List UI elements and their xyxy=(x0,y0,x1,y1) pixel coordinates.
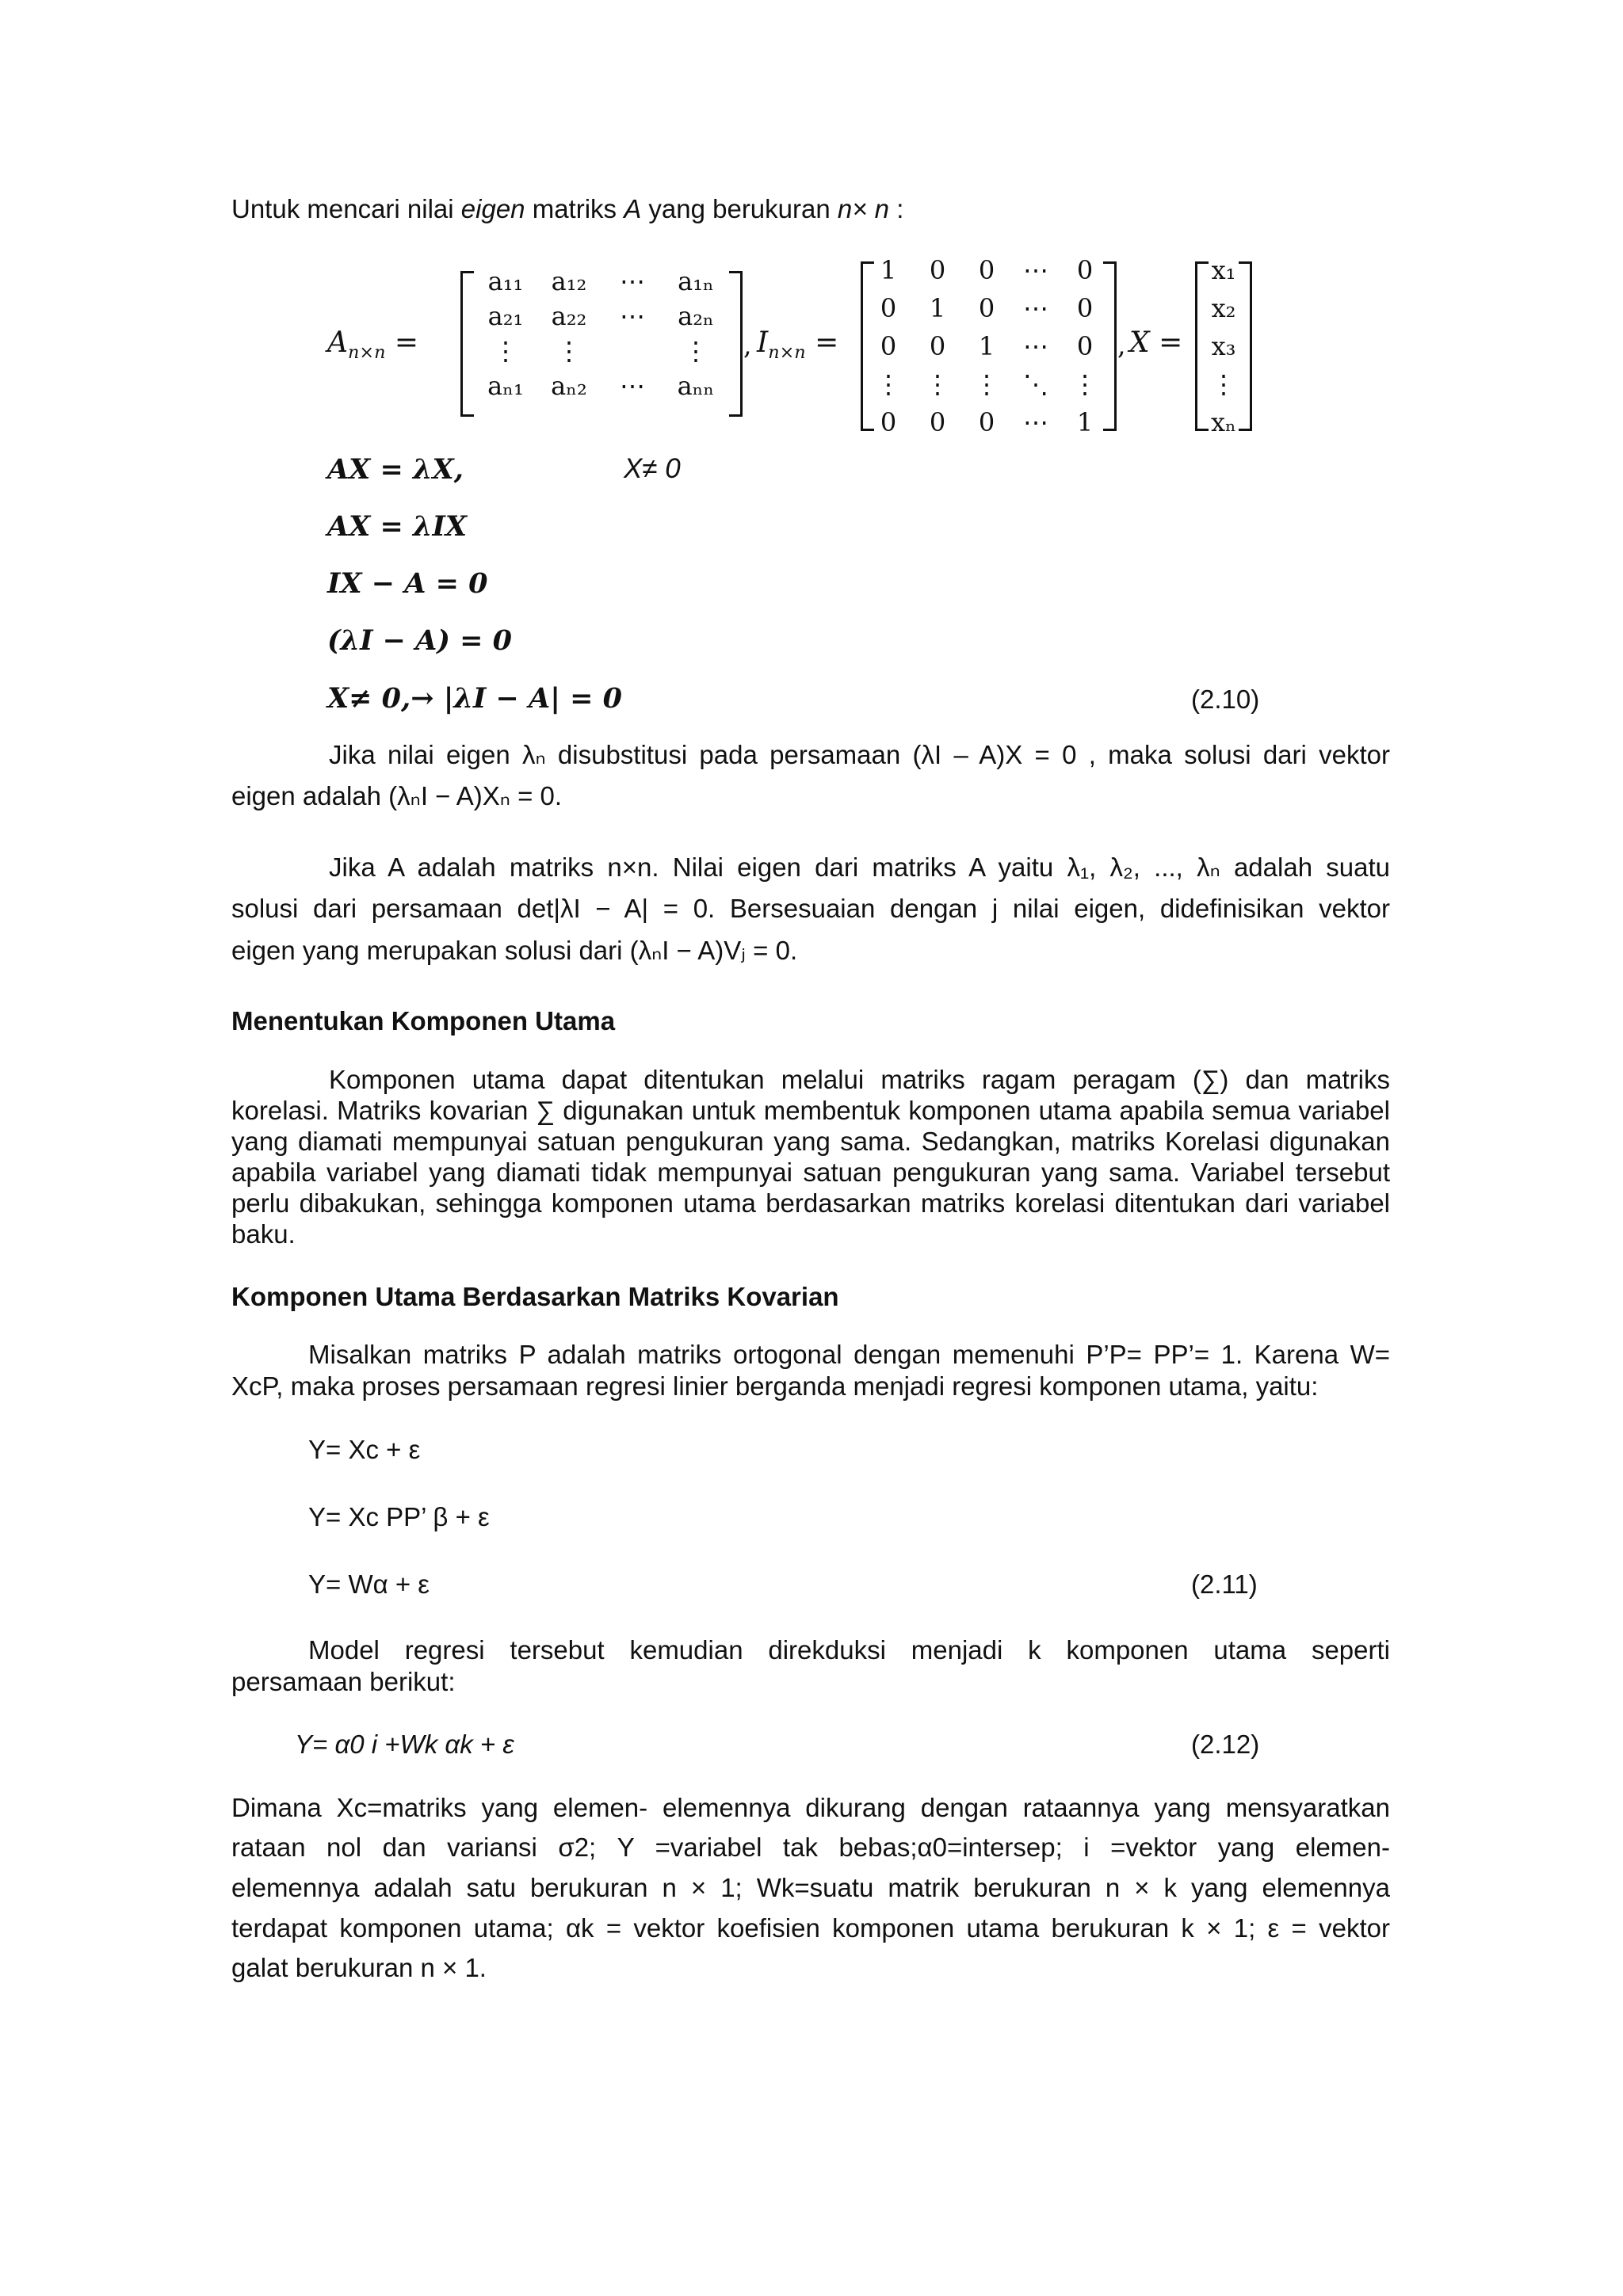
matrix-a-cell: ⋯ xyxy=(620,266,645,296)
model-line1: Model regresi tersebut kemudian direkduksi menjadi k komponen utama seperti xyxy=(308,1635,1390,1665)
matrix-a-cell: ⋮ xyxy=(556,336,582,366)
matrix-i-cell: ⋯ xyxy=(1023,255,1048,285)
matrix-a-cell: a₁₁ xyxy=(487,266,524,296)
matrix-a-right-bracket xyxy=(729,271,743,417)
eigen-eq-4: (λI − A) = 0 xyxy=(327,624,512,657)
matrix-i-cell: 0 xyxy=(880,407,897,437)
comma-1: , xyxy=(743,330,752,360)
matrix-i-cell: ⋮ xyxy=(1072,369,1098,399)
matrix-a-cell: ⋯ xyxy=(620,301,645,331)
matrix-a-left-bracket xyxy=(460,271,474,417)
matrix-i-label: $I_{n\times n}$ = xyxy=(757,326,839,364)
matrix-i-cell: ⋯ xyxy=(1023,293,1048,323)
matrix-x-cell: x₂ xyxy=(1211,293,1236,323)
matrix-x-cell: x₃ xyxy=(1211,331,1236,361)
matrix-i-cell: 0 xyxy=(978,293,995,323)
section2-line1: Misalkan matriks P adalah matriks ortogonal dengan memenuhi P’P= PP’= 1. Karena W= xyxy=(308,1340,1390,1369)
para2-line3: eigen yang merupakan solusi dari (λₙI − A)Vⱼ = 0. xyxy=(231,936,798,965)
closing-line4: terdapat komponen utama; αk = vektor koefisien komponen utama berukuran k × 1; ε = vektor xyxy=(231,1913,1390,1943)
matrix-i-cell: 0 xyxy=(1076,255,1094,285)
matrix-a-cell: ⋮ xyxy=(493,336,518,366)
reg-eq-1: Y= Xc + ε xyxy=(308,1435,421,1464)
comma-2: , xyxy=(1117,330,1126,360)
matrix-x-cell: x₁ xyxy=(1211,255,1236,285)
para1-line2: eigen adalah (λₙI − A)Xₙ = 0. xyxy=(231,781,563,810)
intro-size: n× n xyxy=(837,194,890,223)
section-heading-kovarian: Komponen Utama Berdasarkan Matriks Kovarian xyxy=(231,1282,839,1311)
eigen-eq-5: X≠ 0,→ |λI − A| = 0 xyxy=(327,682,622,715)
matrix-a-cell: aₙ₂ xyxy=(551,371,587,401)
intro-text-mid: matriks xyxy=(525,194,624,223)
matrix-i-cell: 0 xyxy=(929,407,946,437)
para2-line1: Jika A adalah matriks n×n. Nilai eigen dari matriks A yaitu λ₁, λ₂, ..., λₙ adalah suatu xyxy=(329,852,1390,882)
reg-eq-4: Y= α0 i +Wk αk + ε xyxy=(295,1730,514,1759)
matrix-a-cell: aₙ₁ xyxy=(487,371,524,401)
matrix-x-label: X = xyxy=(1129,326,1183,359)
intro-text-suffix: yang berukuran xyxy=(641,194,838,223)
reg-eq-2: Y= Xc PP’ β + ε xyxy=(308,1502,490,1531)
matrix-i-cell: 1 xyxy=(929,293,946,323)
matrix-x-cell: ⋮ xyxy=(1211,369,1236,399)
intro-a: A xyxy=(624,194,642,223)
matrix-a-cell: a₁ₙ xyxy=(678,266,714,296)
matrix-i-cell: 0 xyxy=(1076,293,1094,323)
eq-number-2-10: (2.10) xyxy=(1191,685,1260,714)
matrix-a-cell: a₂₁ xyxy=(487,301,524,331)
matrix-i-cell: 0 xyxy=(1076,331,1094,361)
matrix-a-cell: ⋮ xyxy=(683,336,708,366)
matrix-i-cell: ⋯ xyxy=(1023,331,1048,361)
intro-eigen: eigen xyxy=(460,194,525,223)
reg-eq-3: Y= Wα + ε xyxy=(308,1569,430,1599)
section2-line2: XcP, maka proses persamaan regresi linier berganda menjadi regresi komponen utama, yaitu: xyxy=(231,1371,1319,1401)
eigen-eq-1-cond: X≠ 0 xyxy=(624,453,681,484)
matrix-i-cell: ⋯ xyxy=(1023,407,1048,437)
eq-number-2-11: (2.11) xyxy=(1191,1569,1258,1599)
model-line2: persamaan berikut: xyxy=(231,1667,456,1696)
eigen-eq-3: IX − A = 0 xyxy=(327,567,488,600)
intro-colon: : xyxy=(889,194,904,223)
closing-line2: rataan nol dan variansi σ2; Y =variabel tak bebas;α0=intersep; i =vektor yang elemen- xyxy=(231,1833,1390,1862)
matrix-a-cell: a₁₂ xyxy=(551,266,587,296)
matrix-a-cell: a₂₂ xyxy=(551,301,587,331)
section1-paragraph: Komponen utama dapat ditentukan melalui matriks ragam peragam (∑) dan matriks korelasi. Matriks kovarian ∑ digunakan untuk membentuk komponen utama apabila semua variabel yang diamati mempunyai satuan pengukuran yang sama. Sedangkan, matriks Korelasi digunakan apabila variabel yang diamati tidak mempunyai satuan pengukuran yang sama. Variabel tersebut perlu dibakukan, sehingga komponen utama berdasarkan matriks korelasi ditentukan dari variabel baku. xyxy=(231,1065,1390,1249)
eigen-eq-1: AX = λX, xyxy=(327,453,464,486)
matrix-i-cell: 1 xyxy=(880,255,897,285)
matrix-a-cell: a₂ₙ xyxy=(678,301,714,331)
matrix-i-cell: 1 xyxy=(978,331,995,361)
matrix-i-cell: 1 xyxy=(1076,407,1094,437)
matrix-i-cell: 0 xyxy=(929,331,946,361)
section-heading-komponen-utama: Menentukan Komponen Utama xyxy=(231,1006,616,1035)
intro-line xyxy=(231,194,903,224)
matrix-a-label: $A_{n\times n}$ = xyxy=(327,326,419,364)
para2-line2: solusi dari persamaan det|λI − A| = 0. Bersesuaian dengan j nilai eigen, didefinisikan vektor xyxy=(231,894,1390,923)
matrix-i-cell: 0 xyxy=(880,293,897,323)
closing-line1: Dimana Xc=matriks yang elemen- elemennya dikurang dengan rataannya yang mensyaratkan xyxy=(231,1793,1390,1822)
matrix-i-cell: ⋮ xyxy=(925,369,950,399)
matrix-i-cell: ⋱ xyxy=(1023,369,1048,399)
intro-text: Untuk mencari nilai xyxy=(231,194,461,223)
matrix-i-cell: ⋮ xyxy=(974,369,999,399)
matrix-i-cell: 0 xyxy=(978,407,995,437)
matrix-i-cell: ⋮ xyxy=(876,369,901,399)
closing-line3: elemennya adalah satu berukuran n × 1; Wk=suatu matrik berukuran n × k yang elemennya xyxy=(231,1873,1390,1902)
matrix-x-cell: xₙ xyxy=(1211,407,1236,437)
para1-line1: Jika nilai eigen λₙ disubstitusi pada persamaan (λI – A)X = 0 , maka solusi dari vektor xyxy=(329,740,1390,769)
matrix-a-cell: aₙₙ xyxy=(677,371,715,401)
closing-line5: galat berukuran n × 1. xyxy=(231,1953,487,1982)
eigen-eq-2: AX = λIX xyxy=(327,510,468,543)
eq-number-2-12: (2.12) xyxy=(1191,1730,1260,1759)
matrix-i-cell: 0 xyxy=(929,255,946,285)
matrix-i-cell: 0 xyxy=(978,255,995,285)
matrix-i-cell: 0 xyxy=(880,331,897,361)
matrix-a-cell: ⋯ xyxy=(620,371,645,401)
